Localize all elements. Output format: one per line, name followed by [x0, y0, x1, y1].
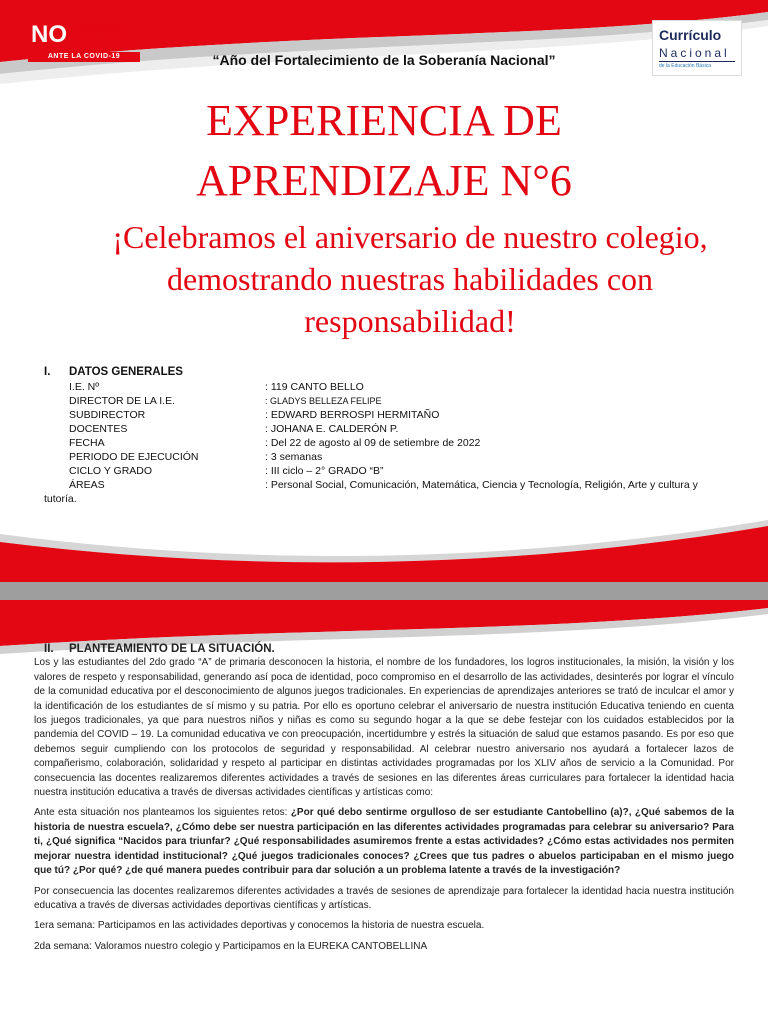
row-label: I.E. Nº — [69, 381, 100, 393]
title-line1: EXPERIENCIA DE — [206, 96, 562, 145]
row-value: : EDWARD BERROSPI HERMITAÑO — [265, 409, 440, 421]
row-label: SUBDIRECTOR — [69, 409, 146, 421]
badge-no: NO — [28, 20, 70, 50]
section-heading — [44, 366, 734, 378]
row-value: : Del 22 de agosto al 09 de setiembre de 2022 — [265, 437, 481, 449]
row-label: DOCENTES — [69, 423, 128, 435]
row-label: ÁREAS — [69, 479, 105, 491]
badge-line1: bajemos — [74, 20, 123, 34]
logo-line1: Currículo — [659, 27, 722, 43]
page-gap — [0, 582, 768, 600]
badge-text — [74, 21, 131, 45]
consequence-paragraph: Por consecuencia las docentes realizaremos diferentes actividades a través de sesiones de aprendizaje para fortalecer la identidad hacia nuestra institución educativa a través de diversas actividades deportivas científicas y artísticas. — [34, 885, 734, 911]
row-value: : 119 CANTO BELLO — [265, 381, 364, 393]
challenges-questions: ¿Por qué debo sentirme orgulloso de ser estudiante Cantobellino (a)?, ¿Qué sabemos de la historia de nuestra escuela?, ¿Cómo debe ser nuestra participación en las diferentes actividades programadas para celebrar su aniversario? Para ti, ¿Qué significa “Nacidos para triunfar? ¿Qué responsabilidades asumiremos frente a estas actividades? ¿Cómo estas actividades nos permiten mejorar nuestra identidad institucional? ¿Qué juegos tradicionales conoces? ¿Crees que tus padres o abuelos participaban en el mismo juego que tú? ¿Por qué? ¿de qué manera puedes contribuir para dar solución a un problema latente a través de la investigación? — [34, 807, 735, 877]
row-value: : JOHANA E. CALDERÓN P. — [265, 423, 399, 435]
planteamiento-section — [34, 642, 734, 960]
experience-subtitle: ¡Celebramos el aniversario de nuestro colegio, demostrando nuestras habilidades con responsabilidad! — [112, 219, 708, 339]
data-row — [44, 408, 734, 422]
areas-continuation: tutoría. — [44, 493, 77, 505]
title-line2: APRENDIZAJE N°6 — [196, 156, 572, 205]
section-number: II. — [44, 643, 54, 655]
section-heading — [34, 642, 734, 656]
page-two — [0, 600, 768, 1024]
challenges-lead: Ante esta situación nos planteamos los siguientes retos: — [34, 807, 291, 819]
year-motto: “Año del Fortalecimiento de la Soberanía Nacional” — [212, 52, 556, 68]
row-value: : 3 semanas — [265, 451, 323, 463]
data-row — [44, 380, 734, 394]
badge-line2: la guardia — [74, 32, 131, 46]
row-value: : III ciclo – 2° GRADO “B” — [265, 465, 384, 477]
week-one: 1era semana: Participamos en las actividades deportivas y conocemos la historia de nuestra escuela. — [34, 920, 485, 932]
week-two: 2da semana: Valoramos nuestro colegio y Participamos en la EUREKA CANTOBELLINA — [34, 940, 428, 952]
situation-paragraph: Los y las estudiantes del 2do grado “A” de primaria desconocen la historia, el nombre de los fundadores, los logros institucionales, la misión, la visión y los valores de respeto y responsabilidad, generando así poca de identidad, poco compromiso en el desarrollo de las actividades, desinterés por lograr el vínculo de la comunidad educativa por el desconocimiento de algunos juegos tradicionales. En experiencias de aprendizajes anteriores se trató de inculcar el amor y la identificación de los estudiantes de sí mismo y su patria. Por ello es oportuno celebrar el aniversario de nuestra institución Educativa teniendo en cuenta los juegos tradicionales, ya que para nuestros niños y niñas es como su segundo hogar a la que se debe festejar con los cuidados establecidos por la pandemia del COVID – 19. La comunidad educativa ve con preocupación, incertidumbre y estrés la situación de salud que estamos pasando. Es por eso que debemos seguir cumpliendo con los protocolos de seguridad y responsabilidad. Al celebrar nuestro aniversario nos ayudará a fortalecer lazos de compañerismo, colaboración, solidaridad y respeto al participar en distintas actividades programadas por los XLIV años de servicio a la Comunidad. Por consecuencia las docentes realizaremos diferentes actividades a través de sesiones en las diferentes áreas curriculares para fortalecer la identidad hacia nuestra institución educativa a través de diversas actividades científicas y artísticas como: — [34, 657, 734, 799]
row-label: FECHA — [69, 437, 105, 449]
data-row — [44, 422, 734, 436]
section-title: PLANTEAMIENTO DE LA SITUACIÓN. — [69, 643, 275, 655]
row-label: CICLO Y GRADO — [69, 465, 153, 477]
data-row — [44, 464, 734, 478]
bottom-red-swoosh — [0, 512, 768, 582]
section-title: DATOS GENERALES — [69, 366, 183, 378]
row-label: DIRECTOR DE LA I.E. — [69, 395, 175, 407]
data-row — [44, 450, 734, 464]
data-row — [44, 478, 734, 492]
challenges-paragraph — [34, 806, 734, 878]
badge-sub: ANTE LA COVID-19 — [28, 52, 140, 62]
data-row — [44, 394, 734, 408]
logo-line3: de la Educación Básica — [659, 63, 711, 69]
data-row — [44, 436, 734, 450]
datos-generales-section — [44, 366, 734, 506]
section-number: I. — [44, 366, 51, 378]
row-value: : GLADYS BELLEZA FELIPE — [265, 396, 382, 406]
logo-line2: Nacional — [659, 46, 730, 60]
row-value: : Personal Social, Comunicación, Matemática, Ciencia y Tecnología, Religión, Arte y cultura y — [265, 479, 698, 491]
row-label: PERIODO DE EJECUCIÓN — [69, 451, 199, 463]
